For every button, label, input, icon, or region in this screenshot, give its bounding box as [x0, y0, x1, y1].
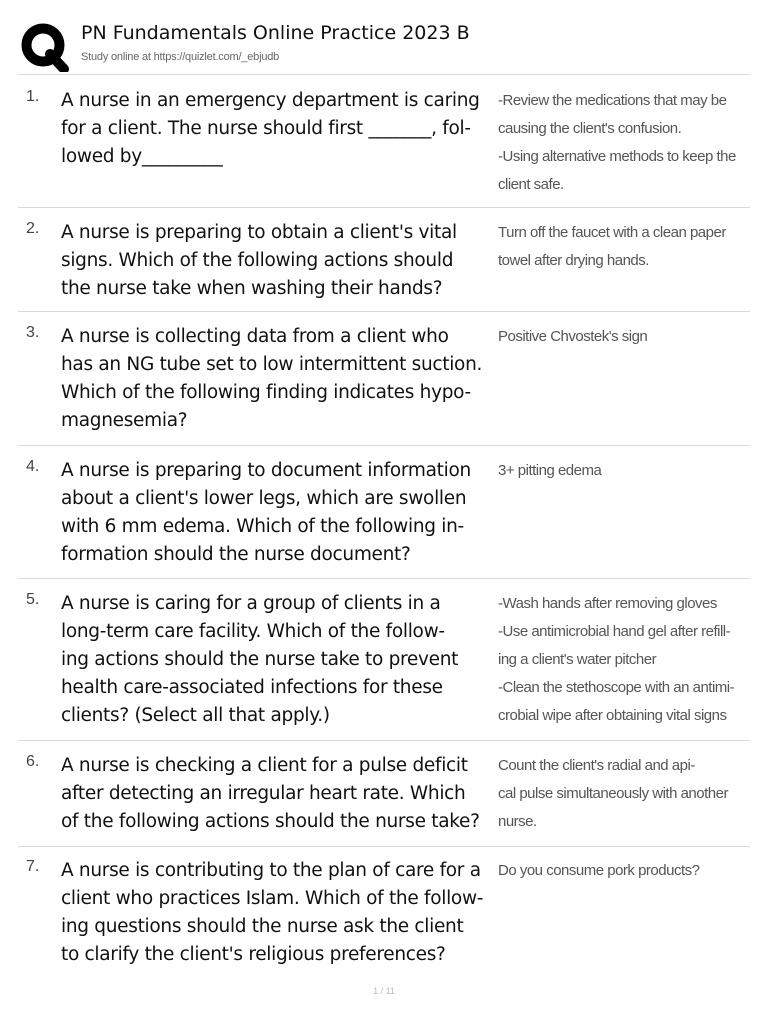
question-number: 6.	[26, 753, 40, 770]
question-line: A nurse in an emergency department is caring	[61, 90, 480, 111]
question-number: 7.	[26, 858, 40, 875]
question-text	[61, 590, 493, 730]
answer-text	[498, 857, 750, 885]
question-number: 3.	[26, 324, 40, 341]
answer-line: -Wash hands after removing gloves	[498, 595, 717, 612]
page-number: 1 / 11	[373, 986, 395, 996]
answer-text	[498, 87, 750, 199]
answer-line: 3+ pitting edema	[498, 462, 602, 479]
question-text	[61, 87, 493, 171]
divider	[18, 207, 750, 208]
question-line: clients? (Select all that apply.)	[61, 705, 330, 726]
divider	[18, 740, 750, 741]
divider	[18, 846, 750, 847]
question-number: 5.	[26, 591, 40, 608]
question-text	[61, 323, 493, 435]
quizlet-q-icon	[20, 22, 70, 72]
page-header	[0, 0, 768, 74]
answer-line: causing the client's confusion.	[498, 120, 682, 137]
question-line: has an NG tube set to low intermittent suction.	[61, 354, 483, 375]
divider	[18, 445, 750, 446]
answer-line: Do you consume pork products?	[498, 862, 700, 879]
question-text	[61, 219, 493, 303]
question-line: A nurse is preparing to obtain a client's vital	[61, 222, 457, 243]
page-title: PN Fundamentals Online Practice 2023 B	[81, 22, 470, 44]
question-line: A nurse is caring for a group of clients in a	[61, 593, 441, 614]
answer-text	[498, 219, 750, 275]
question-line: A nurse is collecting data from a client who	[61, 326, 449, 347]
question-line: magnesemia?	[61, 410, 188, 431]
divider	[18, 578, 750, 579]
answer-line: towel after drying hands.	[498, 252, 649, 269]
question-line: client who practices Islam. Which of the follow-	[61, 888, 484, 909]
question-line: A nurse is contributing to the plan of care for a	[61, 860, 481, 881]
question-line: Which of the following finding indicates hypo-	[61, 382, 471, 403]
answer-line: cal pulse simultaneously with another	[498, 785, 728, 802]
question-line: ing actions should the nurse take to prevent	[61, 649, 459, 670]
divider	[18, 311, 750, 312]
answer-line: -Clean the stethoscope with an antimi-	[498, 679, 735, 696]
question-line: A nurse is checking a client for a pulse deficit	[61, 755, 468, 776]
question-line: after detecting an irregular heart rate. Which	[61, 783, 466, 804]
question-line: of the following actions should the nurse take?	[61, 811, 480, 832]
question-line: health care-associated infections for these	[61, 677, 443, 698]
answer-line: Positive Chvostek's sign	[498, 328, 648, 345]
answer-text	[498, 752, 750, 836]
study-link[interactable]: Study online at https://quizlet.com/_ebjudb	[81, 51, 280, 63]
question-line: the nurse take when washing their hands?	[61, 278, 443, 299]
question-text	[61, 752, 493, 836]
answer-line: Count the client's radial and api-	[498, 757, 695, 774]
answer-line: ing a client's water pitcher	[498, 651, 657, 668]
divider	[18, 74, 750, 75]
answer-line: client safe.	[498, 176, 564, 193]
answer-line: -Use antimicrobial hand gel after refill-	[498, 623, 731, 640]
answer-line: -Using alternative methods to keep the	[498, 148, 736, 165]
question-number: 1.	[26, 88, 40, 105]
question-line: A nurse is preparing to document information	[61, 460, 471, 481]
answer-line: Turn off the faucet with a clean paper	[498, 224, 726, 241]
answer-text	[498, 457, 750, 485]
answer-line: crobial wipe after obtaining vital signs	[498, 707, 727, 724]
answer-line: nurse.	[498, 813, 537, 830]
question-line: signs. Which of the following actions should	[61, 250, 454, 271]
question-text	[61, 857, 493, 969]
question-number: 2.	[26, 220, 40, 237]
question-line: lowed by_________	[61, 146, 223, 167]
question-line: formation should the nurse document?	[61, 544, 411, 565]
question-line: for a client. The nurse should first _______, fol-	[61, 118, 471, 139]
question-line: to clarify the client's religious preferences?	[61, 944, 446, 965]
question-line: ing questions should the nurse ask the client	[61, 916, 464, 937]
question-number: 4.	[26, 458, 40, 475]
question-line: long-term care facility. Which of the follow-	[61, 621, 445, 642]
answer-text	[498, 323, 750, 351]
question-line: with 6 mm edema. Which of the following in-	[61, 516, 464, 537]
answer-text	[498, 590, 750, 730]
answer-line: -Review the medications that may be	[498, 92, 727, 109]
question-line: about a client's lower legs, which are swollen	[61, 488, 467, 509]
question-text	[61, 457, 493, 569]
